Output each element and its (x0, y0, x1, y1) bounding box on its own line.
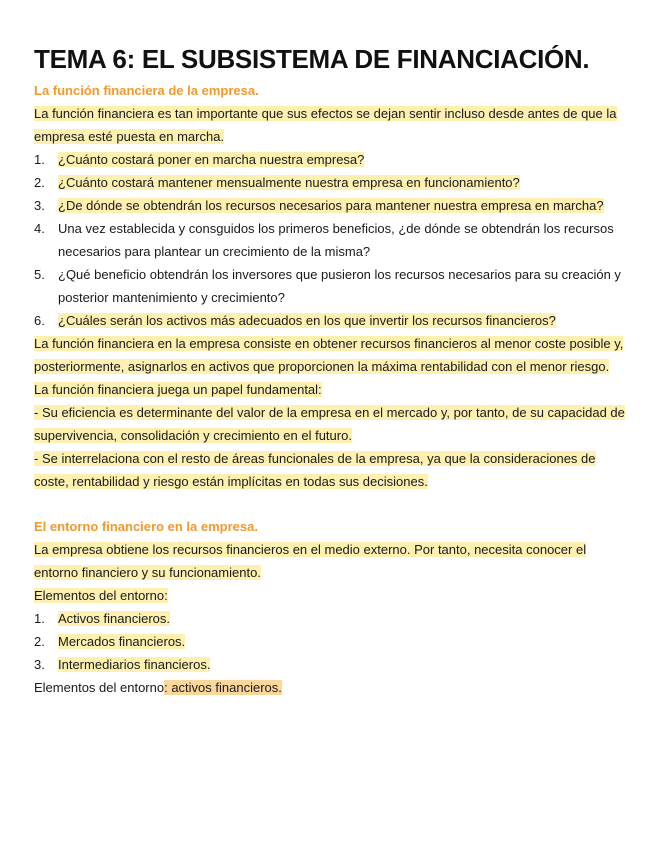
page-title: TEMA 6: EL SUBSISTEMA DE FINANCIACIÓN. (34, 44, 590, 74)
list-item: 2. ¿Cuánto costará mantener mensualmente nuestra empresa en funcionamiento? (34, 175, 520, 190)
role-point-1: - Su eficiencia es determinante del valor de la empresa en el mercado y, por tanto, de su capacidad de supervivencia, consolidación y crecimiento en el futuro. (34, 405, 625, 443)
list-item: 5. ¿Qué beneficio obtendrán los inversores que pusieron los recursos necesarios para su creación y posterior mantenimiento y crecimiento? (34, 267, 621, 305)
list-item: 4. Una vez establecida y consguidos los primeros beneficios, ¿de dónde se obtendrán los recursos necesarios para plantear un crecimiento de la misma? (34, 221, 614, 259)
list-item: 6. ¿Cuáles serán los activos más adecuados en los que invertir los recursos financieros? (34, 313, 556, 328)
role-point-2: - Se interrelaciona con el resto de áreas funcionales de la empresa, ya que la consideraciones de coste, rentabilidad y riesgo están implícitas en todas sus decisiones. (34, 451, 596, 489)
section-heading-financial-function: La función financiera de la empresa. (34, 83, 259, 98)
elements-label: Elementos del entorno: (34, 588, 168, 603)
elements-list (34, 607, 626, 676)
questions-list (34, 148, 626, 332)
list-item: 3. ¿De dónde se obtendrán los recursos necesarios para mantener nuestra empresa en marcha? (34, 198, 604, 213)
list-item: 3. Intermediarios financieros. (34, 657, 211, 672)
definition-paragraph: La función financiera en la empresa consiste en obtener recursos financieros al menor coste posible y, posteriormente, asignarlos en activos que proporcionen la máxima rentabilidad con el menor riesgo. (34, 336, 624, 374)
list-item: 2. Mercados financieros. (34, 634, 186, 649)
section-heading-financial-environment: El entorno financiero en la empresa. (34, 519, 258, 534)
section1-intro: La función financiera es tan importante que sus efectos se dejan sentir incluso desde antes de que la empresa esté puesta en marcha. (34, 106, 617, 144)
section2-intro: La empresa obtiene los recursos financieros en el medio externo. Por tanto, necesita conocer el entorno financiero y su funcionamiento. (34, 542, 587, 580)
role-intro: La función financiera juega un papel fundamental: (34, 382, 322, 397)
closing-line: Elementos del entorno: activos financieros. (34, 680, 282, 695)
list-item: 1. ¿Cuánto costará poner en marcha nuestra empresa? (34, 152, 365, 167)
list-item: 1. Activos financieros. (34, 611, 170, 626)
